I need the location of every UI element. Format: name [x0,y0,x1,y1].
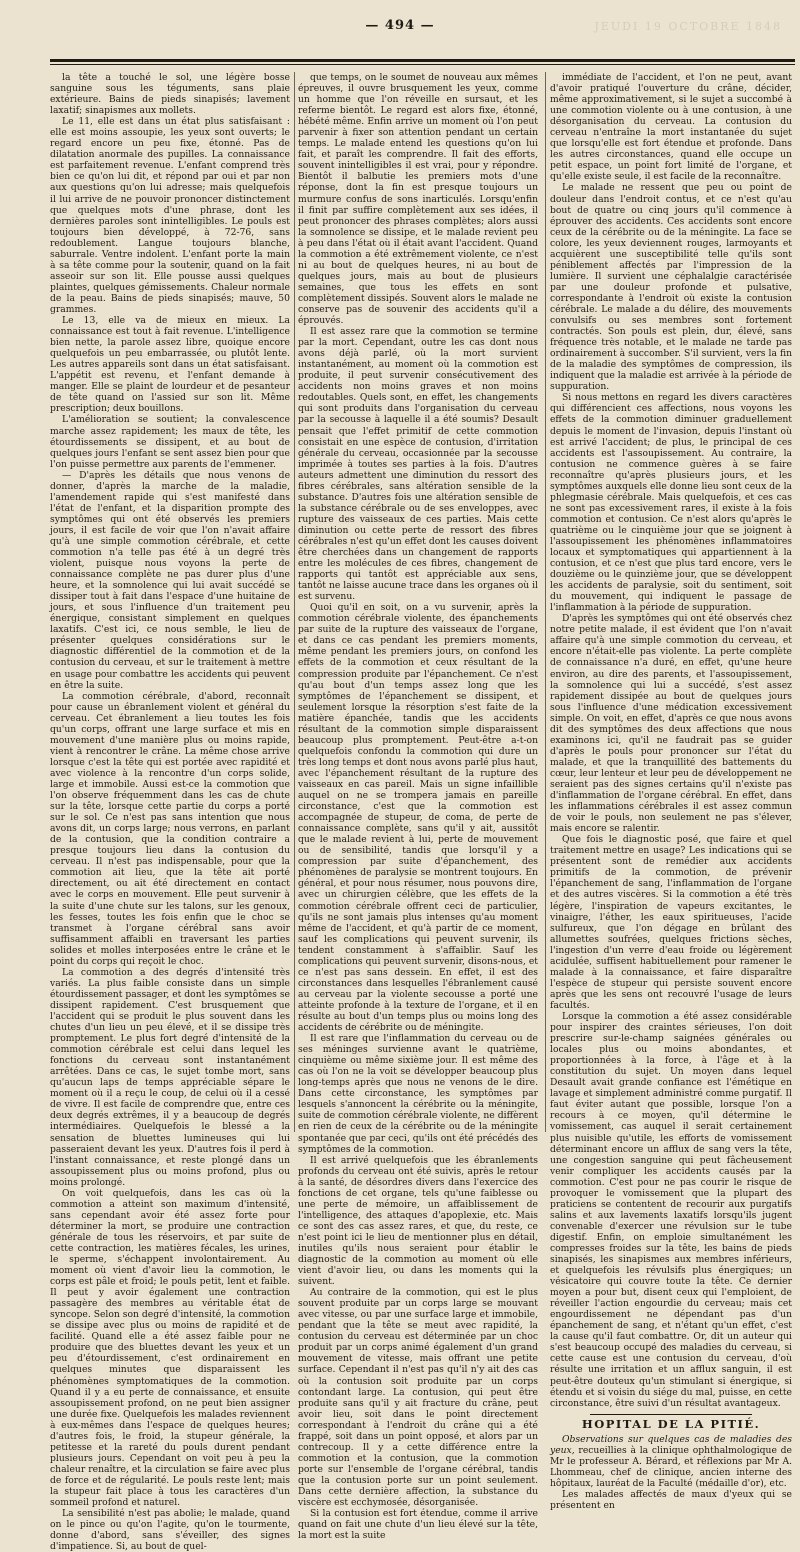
paragraph: Il est assez rare que la commotion se termine par la mort. Cependant, outre les cas dont nous avons déjà parlé, où la mort survient instantanément, au moment où la commotion est produite, il peut survenir consécutivement des accidents non moins graves et non moins redoutables. Quels sont, en effet, les changements qui sont produits dans l'organisation du cerveau par la secousse à laquelle il a été soumis? Desault pensait que l'effet primitif de cette commotion consistait en une espèce de contusion, d'irritation générale du cerveau, occasionnée par la secousse imprimée à toutes ses parties à la fois. D'autres auteurs admettent une diminution du ressort des fibres cérébrales, sans altération sensible de la substance. D'autres fois une altération sensible de la substance cérébrale ou de ses enveloppes, avec rupture des vaisseaux de ces parties. Mais cette diminution ou cette perte de ressort des fibres cérébrales n'est qu'un effet dont les causes doivent être cherchées dans un changement de rapports entre les molécules de ces fibres, changement de rapports qui tantôt est appréciable aux sens, tantôt ne laisse aucune trace dans les organes où il est survenu. [298,326,538,603]
paragraph: Le 11, elle est dans un état plus satisfaisant : elle est moins assoupie, les yeux sont ouverts; le regard encore un peu fixe, étonné. Pas de dilatation anormale des pupilles. La connaissance est parfaitement revenue. L'enfant comprend très bien ce qu'on lui dit, et répond par oui et par non aux questions qu'on lui adresse; mais quelquefois il lui arrive de ne pouvoir prononcer distinctement que quelques mots d'une phrase, dont les dernières paroles sont inintelligibles. Le pouls est toujours bien développé, à 72-76, sans redoublement. Langue toujours blanche, saburrale. Ventre indolent. L'enfant porte la main à sa tête comme pour la soutenir, quand on la fait asseoir sur son lit. Elle pousse aussi quelques plaintes, quelques gémissements. Chaleur normale de la peau. Bains de pieds sinapisés; mauve, 50 grammes. [50,116,290,315]
column-3 [550,72,792,1511]
paragraph: Le 13, elle va de mieux en mieux. La connaissance est tout à fait revenue. L'intelligence bien nette, la parole assez libre, quoique encore quelquefois un peu embarrassée, ou plutôt lente. Les autres appareils sont dans un état satisfaisant. L'appétit est revenu, et l'enfant demande à manger. Elle se plaint de lourdeur et de pesanteur de tête quand on l'assied sur son lit. Même prescription; deux bouillons. [50,315,290,415]
paragraph: — D'après les détails que nous venons de donner, d'après la marche de la maladie, l'amendement rapide qui s'est manifesté dans l'état de l'enfant, et la disparition prompte des symptômes qui ont été observés les premiers jours, il est facile de voir que l'on n'avait affaire qu'à une simple commotion cérébrale, et cette commotion n'a telle pas été à un degré très violent, puisque nous voyons la perte de connaissance complète ne pas durer plus d'une heure, et la somnolence qui lui avait succédé se dissiper tout à fait dans l'espace d'une huitaine de jours, et sous l'influence d'un traitement peu énergique, consistant simplement en quelques laxatifs. C'est ici, ce nous semble, le lieu de présenter quelques considérations sur le diagnostic différentiel de la commotion et de la contusion du cerveau, et sur le traitement à mettre en usage pour combattre les accidents qui peuvent en être la suite. [50,469,290,691]
paragraph: Quoi qu'il en soit, on a vu survenir, après la commotion cérébrale violente, des épanchements par suite de la rupture des vaisseaux de l'organe, et dans ce cas pendant les premiers moments, même pendant les premiers jours, on confond les effets de la commotion et ceux résultant de la compression produite par l'épanchement. Ce n'est qu'au bout d'un temps assez long que les symptômes de l'épanchement se dissipent, et seulement lorsque la résorption s'est faite de la matière épanchée, tandis que les accidents résultant de la commotion simple disparaissent beaucoup plus promptement. Peut-être a-t-on quelquefois confondu la commotion qui dure un très long temps et dont nous avons parlé plus haut, avec l'épanchement résultant de la rupture des vaisseaux en cas pareil. Mais un signe infaillible auquel on ne se trompera jamais en pareille circonstance, c'est que la commotion est accompagnée de stupeur, de coma, de perte de connaissance complète, sans qu'il y ait, aussitôt que le malade revient à lui, perte de mouvement ou de sensibilité, tandis que lorsqu'il y a compression par suite d'épanchement, des phénomènes de paralysie se montrent toujours. En général, et pour nous résumer, nous pouvons dire, avec un chirurgien célèbre, que les effets de la commotion cérébrale offrent ceci de particulier, qu'ils ne sont jamais plus intenses qu'au moment même de l'accident, et qu'à partir de ce moment, sauf les complications qui peuvent survenir, ils tendent constamment à s'affaiblir. Sauf les complications qui peuvent survenir, disons-nous, et ce n'est pas sans dessein. En effet, il est des circonstances dans lesquelles l'ébranlement causé au cerveau par la violente secousse a porté une atteinte profonde à la texture de l'organe, et il en résulte au bout d'un temps plus ou moins long des accidents de cérébrite ou de méningite. [298,602,538,1034]
paragraph: immédiate de l'accident, et l'on ne peut, avant d'avoir pratiqué l'ouverture du crâne, décider, même approximativement, si le sujet a succombé à une commotion violente ou à une contusion, à une désorganisation du cerveau. La contusion du cerveau n'entraîne la mort instantanée du sujet que lorsqu'elle est fort étendue et profonde. Dans les autres circonstances, quand elle occupe un petit espace, un point fort limité de l'organe, et qu'elle existe seule, il est facile de la reconnaître. [550,72,792,183]
section-lead-italic: Observations sur quelques cas de maladies des yeux, [550,1433,792,1456]
paragraph: Lorsque la commotion a été assez considérable pour inspirer des craintes sérieuses, l'on doit prescrire sur-le-champ saignées générales ou locales plus ou moins abondantes, et proportionnées à la force, à l'âge et à la constitution du sujet. Un moyen dans lequel Desault avait grande confiance est l'émétique en lavage et simplement administré comme purgatif. Il faut éviter autant que possible, lorsque l'on a recours à ce moyen, qu'il détermine le vomissement, cas auquel il serait certainement plus nuisible qu'utile, les efforts de vomissement déterminant encore un afflux de sang vers la tête, une congestion sanguine qui peut fâcheusement venir compliquer les accidents causés par la commotion. C'est pour ne pas courir le risque de provoquer le vomissement que la plupart des praticiens se contentent de recourir aux purgatifs salins et aux lavements laxatifs lorsqu'ils jugent convenable d'exercer une révulsion sur le tube digestif. Enfin, on emploie simultanément les compresses froides sur la tête, les bains de pieds sinapisés, les sinapismes aux membres inférieurs, et quelquefois les révulsifs plus énergiques; un vésicatoire qui couvre toute la tête. Ce dernier moyen a pour but, disent ceux qui l'emploient, de réveiller l'action engourdie du cerveau; mais cet engourdissement ne dépendant pas d'un épanchement de sang, et n'étant qu'un effet, c'est la cause qu'il faut combattre. Or, dit un auteur qui s'est beaucoup occupé des maladies du cerveau, si cette cause est une contusion du cerveau, d'où résulte une irritation et un afflux sanguin, il est peut-être douteux qu'un stimulant si énergique, si étendu et si voisin du siége du mal, puisse, en cette circonstance, être suivi d'un résultat avantageux. [550,1010,792,1409]
section-divider [590,1414,752,1415]
running-head [0,16,800,40]
paragraph: Les malades affectés de maux d'yeux qui se présentent en [550,1488,792,1511]
faded-header-text: JEUDI 19 OCTOBRE 1848 [594,20,782,33]
paragraph: Le malade ne ressent que peu ou point de douleur dans l'endroit contus, et ce n'est qu'au bout de quatre ou cinq jours qu'il commence à éprouver des accidents. Ces accidents sont encore ceux de la cérébrite ou de la méningite. La face se colore, les yeux deviennent rouges, larmoyants et acquièrent une susceptibilité telle qu'ils sont péniblement affectés par l'impression de la lumière. Il survient une céphalalgie caractérisée par une douleur profonde et pulsative, correspondante à l'endroit où existe la contusion cérébrale. Le malade a du délire, des mouvements convulsifs ou ses membres sont fortement contractés. Son pouls est plein, dur, élevé, sans fréquence très notable, et le malade ne tarde pas ordinairement à succomber. S'il survient, vers la fin de la maladie des symptômes de compression, ils indiquent que la maladie est arrivée à la période de suppuration. [550,182,792,393]
paragraph: La commotion a des degrés d'intensité très variés. La plus faible consiste dans un simple étourdissement passager, et dont les symptômes se dissipent rapidement. C'est brusquement que l'accident qui se produit le plus souvent dans les chutes d'un lieu un peu élevé, et il se dissipe très promptement. Le plus fort degré d'intensité de la commotion cérébrale est celui dans lequel les fonctions du cerveau sont instantanément arrêtées. Dans ce cas, le sujet tombe mort, sans qu'aucun laps de temps appréciable sépare le moment où il a reçu le coup, de celui où il a cessé de vivre. Il est facile de comprendre que, entre ces deux degrés extrêmes, il y a beaucoup de degrés intermédiaires. Quelquefois le blessé a la sensation de bluettes lumineuses qui lui passeraient devant les yeux. D'autres fois il perd à l'instant connaissance, et reste plongé dans un assoupissement plus ou moins profond, plus ou moins prolongé. [50,966,290,1188]
header-rule-thick [50,59,795,62]
paragraph: la tête a touché le sol, une légère bosse sanguine sous les téguments, sans plaie extérieure. Bains de pieds sinapisés; lavement laxatif; sinapismes aux mollets. [50,72,290,117]
header-rule-thin [50,64,795,65]
section-lead [550,1434,792,1489]
paragraph: La sensibilité n'est pas abolie; le malade, quand on le pince ou qu'on l'agite, qu'on le tourmente, donne d'abord, sans s'éveiller, des signes d'impatience. Si, au bout de quel- [50,1508,290,1552]
page-number: — 494 — [365,18,435,33]
paragraph: Il est rare que l'inflammation du cerveau ou de ses méninges survienne avant le quatrième, cinquième ou même sixième jour. Il est même des cas où l'on ne la voit se développer beaucoup plus long-temps après que nous ne venons de le dire. Dans cette circonstance, les symptômes par lesquels s'annoncent la cérébrite ou la méningite, suite de commotion cérébrale violente, ne diffèrent en rien de ceux de la cérébrite ou de la méningite spontanée que par ceci, qu'ils ont été précédés des symptômes de la commotion. [298,1033,538,1155]
column-1 [50,72,290,1552]
paragraph: Au contraire de la commotion, qui est le plus souvent produite par un corps large se mouvant avec vitesse, ou par une surface large et immobile, pendant que la tête se meut avec rapidité, la contusion du cerveau est déterminée par un choc produit par un corps animé également d'un grand mouvement de vitesse, mais offrant une petite surface. Cependant il n'est pas qu'il n'y ait des cas où la contusion soit produite par un corps contondant large. La contusion, qui peut être produite sans qu'il y ait fracture du crâne, peut avoir lieu, soit dans le point directement correspondant à l'endroit du crâne qui a été frappé, soit dans un point opposé, et alors par un contrecoup. Il y a cette différence entre la commotion et la contusion, que la commotion porte sur l'ensemble de l'organe cérébral, tandis que la contusion porte sur un point seulement. Dans cette dernière affection, la substance du viscère est ecchymosée, désorganisée. [298,1287,538,1509]
paragraph: D'après les symptômes qui ont été observés chez notre petite malade, il est évident que l'on n'avait affaire qu'à une simple commotion du cerveau, et encore n'était-elle pas violente. La perte complète de connaissance n'a duré, en effet, qu'une heure environ, au dire des parents, et l'assoupissement, la somnolence qui lui a succédé, s'est assez rapidement dissipée au bout de quelques jours sous l'influence d'une médication excessivement simple. On voit, en effet, d'après ce que nous avons dit des symptômes des deux affections que nous examinons ici, qu'il ne faudrait pas se guider d'après le pouls pour prononcer sur l'état du malade, et que la tranquillité des battements du cœur, leur lenteur et leur peu de développement ne seraient pas des signes certains qu'il n'existe pas d'inflammation de l'organe cérébral. En effet, dans les inflammations cérébrales il est assez commun de voir le pouls, non seulement ne pas s'élever, mais encore se ralentir. [550,613,792,835]
paragraph: On voit quelquefois, dans les cas où la commotion a atteint son maximum d'intensité, sans cependant avoir été assez forte pour déterminer la mort, se produire une contraction générale de tous les réservoirs, et par suite de cette contraction, les matières fécales, les urines, le sperme, s'échappent involontairement. Au moment où vient d'avoir lieu la commotion, le corps est pâle et froid; le pouls petit, lent et faible. Il peut y avoir également une contraction passagère des membres au véritable état de syncope. Selon son degré d'intensité, la commotion se dissipe avec plus ou moins de rapidité et de facilité. Quand elle a été assez faible pour ne produire que des bluettes devant les yeux et un peu d'étourdissement, c'est ordinairement en quelques minutes que disparaissent les phénomènes symptomatiques de la commotion. Quand il y a eu perte de connaissance, et ensuite assoupissement profond, on ne peut bien assigner une durée fixe. Quelquefois les malades reviennent à eux-mêmes dans l'espace de quelques heures; d'autres fois, le froid, la stupeur générale, la petitesse et la rareté du pouls durent pendant plusieurs jours. Cependant on voit peu à peu la chaleur renaître, et la circulation se faire avec plus de force et de régularité. Le pouls reste lent; mais la stupeur fait place à tous les caractères d'un sommeil profond et naturel. [50,1187,290,1509]
paragraph: Si nous mettons en regard les divers caractères qui différencient ces affections, nous voyons les effets de la commotion diminuer graduellement depuis le moment de l'invasion, depuis l'instant où est arrivé l'accident; de plus, le principal de ces accidents est l'assoupissement. Au contraire, la contusion ne commence guères à se faire reconnaître qu'après plusieurs jours, et les symptômes auxquels elle donne lieu sont ceux de la phlegmasie cérébrale. Mais quelquefois, et ces cas ne sont pas excessivement rares, il existe à la fois commotion et contusion. Ce n'est alors qu'après le quatrième ou le cinquième jour que se joignent à l'assoupissement les phénomènes inflammatoires locaux et symptomatiques qui appartiennent à la contusion, et ce n'est que plus tard encore, vers le douzième ou le quinzième jour, que se développent les accidents de paralysie, soit du sentiment, soit du mouvement, qui indiquent le passage de l'inflammation à la période de suppuration. [550,392,792,614]
column-divider-2 [545,72,546,1132]
paragraph: Si la contusion est fort étendue, comme il arrive quand on fait une chute d'un lieu élevé sur la tête, la mort est la suite [298,1508,538,1542]
paragraph: Il est arrivé quelquefois que les ébranlements profonds du cerveau ont été suivis, après le retour à la santé, de désordres divers dans l'exercice des fonctions de cet organe, tels qu'une faiblesse ou une perte de mémoire, un affaiblissement de l'intelligence, des attaques d'apoplexie, etc. Mais ce sont des cas assez rares, et que, du reste, ce n'est point ici le lieu de mentionner plus en détail, inutiles qu'ils nous seraient pour établir le diagnostic de la commotion au moment où elle vient d'avoir lieu, ou dans les moments qui la suivent. [298,1154,538,1288]
paragraph: L'amélioration se soutient; la convalescence marche assez rapidement; les maux de tête, les étourdissements se dissipent, et au bout de quelques jours l'enfant se sent assez bien pour que l'on puisse permettre aux parents de l'emmener. [50,414,290,470]
paragraph: Que fois le diagnostic posé, que faire et quel traitement mettre en usage? Les indications qui se présentent sont de remédier aux accidents primitifs de la commotion, de prévenir l'épanchement de sang, l'inflammation de l'organe et des autres viscères. Si la commotion a été très légère, l'inspiration de vapeurs excitantes, le vinaigre, l'éther, les eaux spiritueuses, l'acide sulfureux, que l'on dégage en brûlant des allumettes soufrées, quelques frictions sèches, l'ingestion d'un verre d'eau froide ou légèrement acidulée, suffisent habituellement pour ramener le malade à la connaissance, et faire disparaître l'espèce de stupeur qui persiste souvent encore après que les sens ont recouvré l'usage de leurs facultés. [550,834,792,1011]
section-lead-text: recueillies à la clinique ophthalmologique de Mr le professeur A. Bérard, et réflexions par Mr A. Lhommeau, chef de clinique, ancien interne des hôpitaux, lauréat de la Faculté (médaille d'or), etc. [550,1444,792,1489]
paragraph: que temps, on le soumet de nouveau aux mêmes épreuves, il ouvre brusquement les yeux, comme un homme que l'on réveille en sursaut, et les referme bientôt. Le regard est alors fixe, étonné, hébété même. Enfin arrive un moment où l'on peut parvenir à fixer son attention pendant un certain temps. Le malade entend les questions qu'on lui fait, et paraît les comprendre. Il fait des efforts, souvent inintelligibles il est vrai, pour y répondre. Bientôt il balbutie les premiers mots d'une réponse, dont la fin est presque toujours un murmure confus de sons inarticulés. Lorsqu'enfin il finit par suffire complètement aux ses idées, il peut prononcer des phrases complètes; alors aussi la somnolence se dissipe, et le malade revient peu à peu dans l'état où il était avant l'accident. Quand la commotion a été extrêmement violente, ce n'est ni au bout de quelques heures, ni au bout de quelques jours, mais au bout de plusieurs semaines, que tous les effets en sont complètement dissipés. Souvent alors le malade ne conserve pas de souvenir des accidents qu'il a éprouvés. [298,72,538,327]
column-2 [298,72,538,1542]
paragraph: La commotion cérébrale, d'abord, reconnaît pour cause un ébranlement violent et général du cerveau. Cet ébranlement a lieu toutes les fois qu'un corps, offrant une large surface et mis en mouvement d'une manière plus ou moins rapide, vient à rencontrer le crâne. La même chose arrive lorsque c'est la tête qui est portée avec rapidité et avec violence à la rencontre d'un corps solide, large et immobile. Aussi est-ce la commotion que l'on observe fréquemment dans les cas de chute sur la tête, lorsque cette partie du corps a porté sur le sol. Ce n'est pas sans intention que nous avons dit, un corps large; nous verrons, en parlant de la contusion, que la condition contraire a presque toujours lieu dans la contusion du cerveau. Il n'est pas indispensable, pour que la commotion ait lieu, que la tête ait porté directement, ou ait été directement en contact avec le corps en mouvement. Elle peut survenir à la suite d'une chute sur les talons, sur les genoux, les fesses, toutes les fois enfin que le choc se transmet à l'organe cérébral sans avoir suffisamment affaibli en traversant les parties solides et molles interposées entre le crâne et le point du corps qui reçoit le choc. [50,690,290,967]
section-title: HOPITAL DE LA PITIÉ. [581,1416,761,1431]
column-divider-1 [294,72,295,1132]
